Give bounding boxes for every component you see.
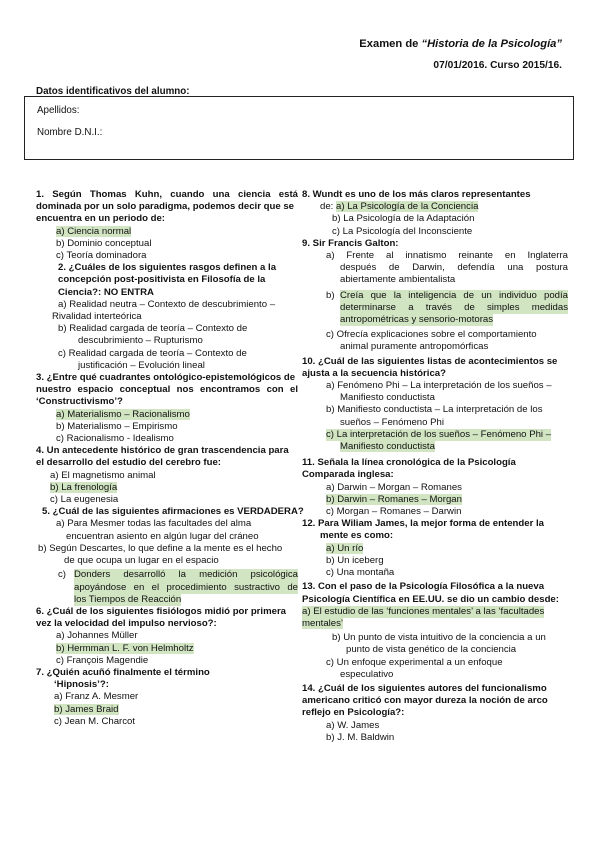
option-9b[interactable] [326, 290, 568, 327]
option-9a[interactable] [326, 250, 568, 287]
question-text-line: 10. ¿Cuál de las siguientes listas de acontecimientos se [302, 355, 558, 367]
option-6c[interactable]: c) François Magendie [56, 654, 149, 666]
question-text-line: 1. Según Thomas Kuhn, cuando una ciencia está [36, 189, 298, 200]
question-12 [302, 518, 568, 542]
option-line: b) Manifiesto conductista – La interpretación de los [326, 404, 543, 416]
option-4c[interactable]: c) La eugenesia [50, 494, 119, 506]
correct-answer: b) James Braid [54, 703, 119, 715]
question-text-line: Comparada inglesa: [302, 469, 394, 481]
correct-answer: Creía que la inteligencia de un individuo podía [340, 289, 568, 301]
option-11c[interactable]: c) Morgan – Romanes – Darwin [326, 506, 462, 518]
exam-title-prefix: Examen de [359, 38, 422, 50]
option-line: de que ocupa un lugar en el espacio [64, 555, 219, 567]
option-2b[interactable] [58, 323, 298, 347]
option-5a[interactable] [44, 518, 298, 542]
option-2c[interactable] [58, 348, 298, 372]
exam-date: 07/01/2016. Curso 2015/16. [433, 60, 562, 71]
question-7 [36, 667, 298, 691]
question-text-line: Ciencia?: NO ENTRA [58, 286, 154, 298]
question-text-line: ‘Constructivismo’? [36, 396, 123, 408]
option-6b[interactable] [56, 643, 298, 655]
correct-answer: a) Materialismo – Racionalismo [56, 408, 190, 420]
option-line: especulativo [340, 668, 394, 680]
correct-answer: Donders desarrolló la medición psicológica [74, 569, 298, 581]
option-6a[interactable]: a) Johannes Müller [56, 630, 138, 642]
question-6 [36, 606, 298, 630]
correct-answer: a) El estudio de las ‘funciones mentales’ a las ‘facultades [302, 605, 545, 617]
question-text-line: reflejo en Psicología?: [302, 707, 405, 719]
question-4 [36, 445, 298, 469]
option-12c[interactable]: c) Una montaña [326, 567, 395, 579]
question-3 [36, 372, 298, 409]
option-8a[interactable] [302, 201, 568, 213]
option-4a[interactable]: a) El magnetismo animal [50, 469, 156, 481]
option-11a[interactable]: a) Darwin – Morgan – Romanes [326, 481, 462, 493]
option-5b[interactable] [38, 543, 298, 567]
option-line: b) Realidad cargada de teoría – Contexto de [58, 323, 248, 335]
option-line: abiertamente ambientalista [340, 274, 456, 286]
question-5: 5. ¿Cuál de las siguientes afirmaciones es VERDADERA? [42, 506, 304, 518]
option-line: a) Fenómeno Phi – La interpretación de los sueños – [326, 380, 552, 392]
question-8: 8. Wundt es uno de los más claros representantes [302, 189, 531, 200]
question-13 [302, 581, 568, 605]
option-13b[interactable] [332, 632, 568, 656]
option-letter: b) [326, 289, 335, 301]
option-10a[interactable] [326, 380, 568, 404]
option-13c[interactable] [326, 657, 568, 681]
name-dni-label: Nombre D.N.I.: [37, 127, 103, 138]
question-text-line: dominada por un solo paradigma, podemos decir que se [36, 201, 295, 213]
question-text-line: 13. Con el paso de la Psicología Filosófica a la nueva [302, 581, 545, 593]
correct-answer: mentales’ [302, 617, 344, 629]
question-11 [302, 457, 568, 481]
correct-answer: apoyándose en el procedimiento sustractivo de [74, 581, 298, 593]
correct-answer: los Tiempos de Reacción [74, 593, 182, 605]
surname-label: Apellidos: [37, 105, 80, 116]
left-column [36, 189, 304, 728]
question-text-line: 7. ¿Quién acuñó finalmente el término [36, 666, 210, 678]
question-text-continuation: de: [320, 201, 334, 213]
correct-answer: a) La Psicología de la Conciencia [336, 201, 479, 213]
exam-title [359, 38, 562, 50]
option-3b[interactable]: b) Materialismo – Empirismo [56, 420, 178, 432]
option-line: c) Ofrecía explicaciones sobre el comportamiento [326, 329, 537, 341]
option-7a[interactable]: a) Franz A. Mesmer [54, 691, 139, 703]
option-11b[interactable] [326, 494, 568, 506]
question-text-line: 6. ¿Cuál de los siguientes fisiólogos midió por primera [36, 605, 287, 617]
option-line: animal puramente antropomórficas [340, 341, 489, 353]
option-letter: c) [58, 569, 66, 581]
option-14b[interactable]: b) J. M. Baldwin [326, 731, 395, 743]
correct-answer: a) Un río [326, 542, 364, 554]
question-text-line: nuestro espacio conceptual nos encontramos con el [36, 384, 298, 396]
option-line: punto de vista genético de la conciencia [346, 644, 517, 656]
student-data-box [24, 96, 574, 160]
question-text-line: ajusta a la secuencia histórica? [302, 367, 446, 379]
option-line: encuentran asiento en algún lugar del cráneo [66, 530, 259, 542]
option-13a[interactable] [302, 606, 568, 630]
option-12a[interactable] [326, 543, 568, 555]
option-3c[interactable]: c) Racionalismo - Idealismo [56, 433, 174, 445]
option-line: a) Realidad neutra – Contexto de descubrimiento – [58, 298, 276, 310]
question-text-line: americano criticó con mayor dureza la noción de arco [302, 695, 548, 707]
question-text-line: mente es como: [320, 530, 394, 542]
option-1c[interactable]: c) Teoría dominadora [56, 250, 147, 262]
option-line: justificación – Evolución lineal [78, 359, 205, 371]
correct-answer: b) Hermman L. F. von Helmholtz [56, 642, 194, 654]
question-1 [36, 189, 298, 226]
correct-answer: Manifiesto conductista [340, 441, 435, 453]
exam-subject: “Historia de la Psicología” [421, 38, 562, 50]
question-text-line: ‘Hipnosis’?: [54, 679, 109, 691]
correct-answer: determinarse a través de simples medidas [340, 301, 568, 313]
question-text-line: el desarrollo del estudio del cerebro fue: [36, 457, 221, 469]
correct-answer: antropométricas y sensorio-motoras [340, 314, 494, 326]
question-10 [302, 356, 568, 380]
option-3a[interactable] [56, 409, 298, 421]
option-12b[interactable]: b) Un iceberg [326, 554, 384, 566]
option-line: sueños – Fenómeno Phi [340, 416, 444, 428]
option-line: c) Realidad cargada de teoría – Contexto de [58, 347, 247, 359]
option-line: Rivalidad interteórica [52, 311, 142, 323]
question-text-line: 14. ¿Cuál de los siguientes autores del funcionalismo [302, 682, 547, 694]
option-2a[interactable] [52, 298, 298, 323]
correct-answer: a) Ciencia normal [56, 225, 132, 237]
option-7b[interactable] [54, 704, 298, 716]
option-line: Manifiesto conductista [340, 392, 435, 404]
question-text-line: concepción post-positivista en Filosofía de la [58, 274, 266, 286]
option-line: a) Frente al innatismo reinante en Inglaterra [326, 250, 568, 262]
question-text-line: 11. Señala la línea cronológica de la Psicología [302, 457, 516, 469]
option-line: descubrimiento – Rupturismo [78, 335, 203, 347]
option-4b[interactable] [50, 482, 298, 494]
question-9: 9. Sir Francis Galton: [302, 237, 399, 249]
correct-answer: b) La frenología [50, 481, 118, 493]
option-line: c) Un enfoque experimental a un enfoque [326, 656, 503, 668]
option-line: b) Según Descartes, lo que define a la mente es el hecho [38, 542, 283, 554]
option-8c[interactable]: c) La Psicología del Inconsciente [332, 225, 473, 237]
correct-answer: b) Darwin – Romanes – Morgan [326, 493, 462, 505]
option-8b[interactable]: b) La Psicología de la Adaptación [332, 213, 475, 225]
option-9c[interactable] [326, 329, 568, 353]
right-column [302, 189, 568, 744]
correct-answer: c) La interpretación de los sueños – Fenómeno Phi – [326, 428, 552, 440]
question-text-line: vez la velocidad del impulso nervioso?: [36, 618, 217, 630]
option-1b[interactable]: b) Dominio conceptual [56, 237, 152, 249]
option-line: después de Darwin, defendía una postura [340, 262, 568, 274]
option-1a[interactable] [56, 226, 298, 238]
question-text-line: 4. Un antecedente histórico de gran trascendencia para [36, 445, 289, 457]
option-line: a) Para Mesmer todas las facultades del alma [56, 518, 252, 530]
question-2 [36, 262, 298, 299]
question-text-line: 12. Para Wiliam James, la mejor forma de entender la [302, 518, 544, 530]
option-14a[interactable]: a) W. James [326, 719, 380, 731]
option-line: b) Un punto de vista intuitivo de la conciencia a un [332, 632, 546, 644]
question-text-line: 3. ¿Entre qué cuadrantes ontológico-epistemológicos de [36, 372, 296, 384]
question-14 [302, 683, 568, 720]
question-text-line: encuentra en un periodo de: [36, 213, 165, 225]
option-10c[interactable] [326, 429, 568, 453]
option-10b[interactable] [326, 404, 568, 428]
student-data-title: Datos identificativos del alumno: [36, 86, 190, 97]
option-7c[interactable]: c) Jean M. Charcot [54, 715, 136, 727]
question-text-line: Psicología Científica en EE.UU. se dio un cambio desde: [302, 593, 559, 605]
option-5c[interactable] [44, 569, 298, 606]
question-text-line: 2. ¿Cuáles de los siguientes rasgos definen a la [58, 262, 277, 274]
